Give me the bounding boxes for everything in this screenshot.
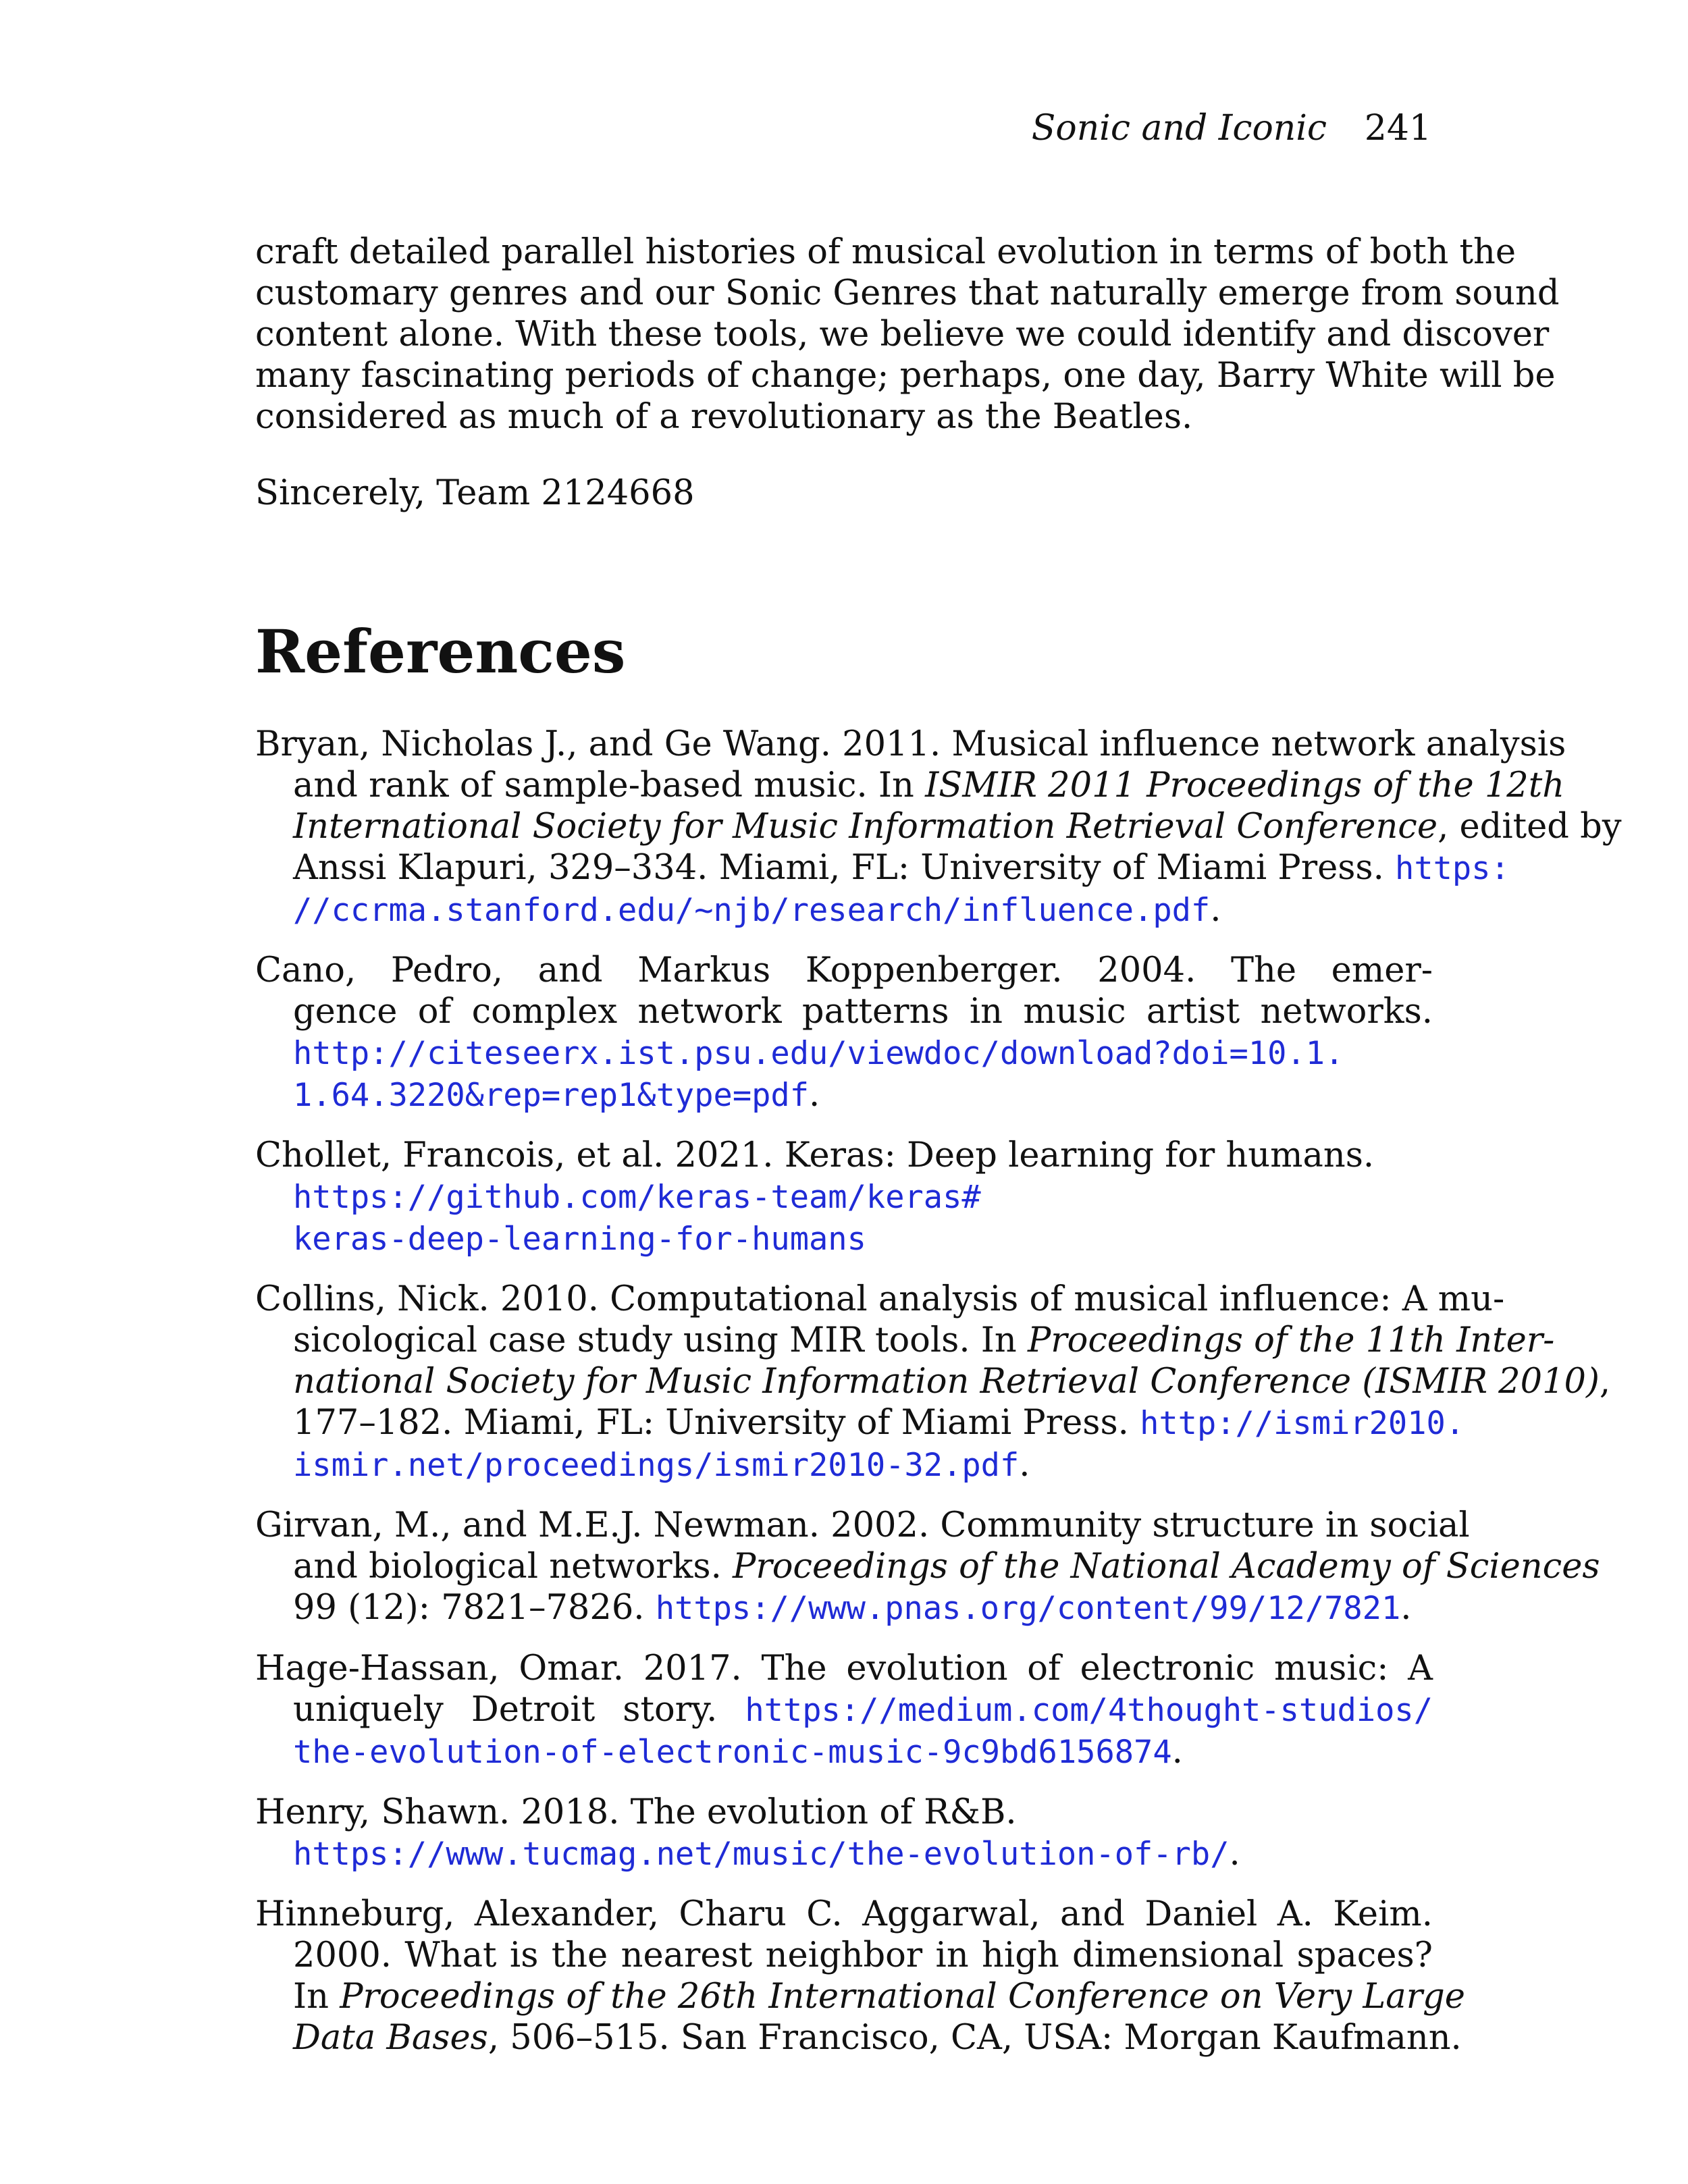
reference-line bbox=[255, 765, 1565, 806]
reference-line bbox=[255, 1218, 1433, 1260]
reference-line bbox=[255, 1032, 1433, 1074]
reference-punct: . bbox=[1400, 1588, 1412, 1628]
reference-line bbox=[255, 1444, 1433, 1486]
reference-entry bbox=[255, 1279, 1611, 1486]
reference-text: Anssi Klapuri, 329–334. Miami, FL: University of Miami Press. bbox=[293, 848, 1396, 888]
reference-link[interactable]: 1.64.3220&rep=rep1&type=pdf bbox=[293, 1077, 810, 1114]
reference-text: sicological case study using MIR tools. In bbox=[293, 1321, 1028, 1360]
reference-text: Chollet, Francois, et al. 2021. Keras: Deep learning for humans. bbox=[255, 1136, 1375, 1175]
reference-venue: national Society for Music Information Retrieval Conference (ISMIR 2010) bbox=[293, 1362, 1600, 1402]
reference-text: 2000. What is the nearest neighbor in high dimensional spaces? bbox=[293, 1936, 1433, 1975]
reference-line bbox=[255, 1976, 1465, 2017]
reference-text: Henry, Shawn. 2018. The evolution of R&B. bbox=[255, 1792, 1017, 1832]
reference-text: , bbox=[1599, 1362, 1611, 1402]
reference-link[interactable]: https://www.tucmag.net/music/the-evolution-of-rb/ bbox=[293, 1836, 1230, 1873]
reference-link[interactable]: https://github.com/keras-team/keras# bbox=[293, 1179, 981, 1216]
reference-punct: . bbox=[1229, 1834, 1240, 1873]
reference-entry bbox=[255, 1135, 1433, 1260]
reference-text: Hage-Hassan, Omar. 2017. The evolution of electronic music: A bbox=[255, 1649, 1433, 1688]
reference-text: 177–182. Miami, FL: University of Miami Press. bbox=[293, 1403, 1140, 1443]
reference-line bbox=[255, 1402, 1465, 1444]
reference-text: , 506–515. San Francisco, CA, USA: Morgan Kaufmann. bbox=[487, 2018, 1462, 2058]
paragraph-line: many fascinating periods of change; perhaps, one day, Barry White will be bbox=[255, 356, 1556, 396]
reference-text: Bryan, Nicholas J., and Ge Wang. 2011. Musical influence network analysis bbox=[255, 724, 1566, 764]
reference-line bbox=[255, 847, 1510, 889]
reference-line bbox=[255, 1833, 1433, 1875]
reference-text: Hinneburg, Alexander, Charu C. Aggarwal, and Daniel A. Keim. bbox=[255, 1894, 1433, 1934]
reference-link[interactable]: the-evolution-of-electronic-music-9c9bd6156874 bbox=[293, 1734, 1172, 1771]
closing-paragraph bbox=[255, 232, 1560, 437]
reference-link[interactable]: http://ismir2010. bbox=[1140, 1405, 1465, 1442]
reference-line bbox=[255, 806, 1622, 847]
reference-line bbox=[255, 2017, 1462, 2058]
reference-venue: Data Bases bbox=[293, 2018, 488, 2058]
reference-punct: . bbox=[1171, 1732, 1183, 1772]
reference-venue: ISMIR 2011 Proceedings of the 12th bbox=[925, 766, 1565, 805]
page-number: 241 bbox=[1364, 108, 1431, 149]
reference-entry bbox=[255, 950, 1433, 1116]
reference-line bbox=[255, 1074, 1433, 1116]
reference-text: gence of complex network patterns in music artist networks. bbox=[293, 992, 1433, 1032]
reference-line bbox=[255, 1587, 1433, 1629]
reference-venue: Proceedings of the 26th International Conference on Very Large bbox=[340, 1977, 1465, 2017]
reference-venue: International Society for Music Information Retrieval Conference bbox=[293, 807, 1438, 847]
reference-venue: Proceedings of the 11th Inter- bbox=[1027, 1321, 1555, 1360]
reference-text: and rank of sample-based music. In bbox=[293, 766, 926, 805]
reference-entry bbox=[255, 1648, 1433, 1773]
reference-link[interactable]: keras-deep-learning-for-humans bbox=[293, 1221, 866, 1258]
reference-line bbox=[255, 1731, 1433, 1773]
paragraph-line: craft detailed parallel histories of musical evolution in terms of both the bbox=[255, 232, 1516, 272]
reference-line bbox=[255, 1176, 1433, 1218]
paragraph-line: customary genres and our Sonic Genres that naturally emerge from sound bbox=[255, 273, 1560, 313]
reference-link[interactable]: https://medium.com/4thought-studios/ bbox=[745, 1692, 1433, 1729]
paragraph-line: considered as much of a revolutionary as the Beatles. bbox=[255, 397, 1193, 437]
reference-line bbox=[255, 889, 1433, 931]
reference-line bbox=[255, 1689, 1433, 1731]
reference-text: , edited by bbox=[1438, 807, 1622, 847]
reference-text: Cano, Pedro, and Markus Koppenberger. 2004. The emer- bbox=[255, 951, 1433, 990]
reference-line bbox=[255, 1361, 1611, 1402]
reference-entry bbox=[255, 1792, 1433, 1875]
running-header bbox=[945, 108, 1431, 155]
reference-punct: . bbox=[1210, 890, 1221, 930]
reference-text: uniquely Detroit story. bbox=[293, 1690, 745, 1730]
reference-line bbox=[255, 1320, 1555, 1361]
reference-text: In bbox=[293, 1977, 340, 2017]
reference-link[interactable]: ismir.net/proceedings/ismir2010-32.pdf bbox=[293, 1447, 1020, 1484]
reference-text: Girvan, M., and M.E.J. Newman. 2002. Community structure in social bbox=[255, 1506, 1470, 1545]
reference-entry bbox=[255, 724, 1622, 931]
reference-link[interactable]: https: bbox=[1395, 850, 1510, 887]
paragraph-line: content alone. With these tools, we believe we could identify and discover bbox=[255, 315, 1550, 354]
reference-punct: . bbox=[809, 1075, 820, 1115]
reference-list bbox=[255, 724, 1622, 2077]
reference-link[interactable]: https://www.pnas.org/content/99/12/7821 bbox=[655, 1590, 1401, 1627]
reference-text: 99 (12): 7821–7826. bbox=[293, 1588, 656, 1628]
reference-text: Collins, Nick. 2010. Computational analysis of musical influence: A mu- bbox=[255, 1279, 1505, 1319]
running-title: Sonic and Iconic bbox=[1031, 108, 1327, 149]
references-heading: References bbox=[255, 616, 626, 687]
reference-link[interactable]: //ccrma.stanford.edu/~njb/research/influence.pdf bbox=[293, 892, 1211, 929]
reference-text: and biological networks. bbox=[293, 1547, 733, 1587]
signoff: Sincerely, Team 2124668 bbox=[255, 473, 695, 513]
reference-venue: Proceedings of the National Academy of Sciences bbox=[733, 1547, 1600, 1587]
reference-line bbox=[255, 1546, 1600, 1587]
reference-entry bbox=[255, 1894, 1465, 2058]
reference-entry bbox=[255, 1505, 1600, 1629]
reference-link[interactable]: http://citeseerx.ist.psu.edu/viewdoc/download?doi=10.1. bbox=[293, 1035, 1344, 1072]
reference-punct: . bbox=[1019, 1445, 1030, 1485]
